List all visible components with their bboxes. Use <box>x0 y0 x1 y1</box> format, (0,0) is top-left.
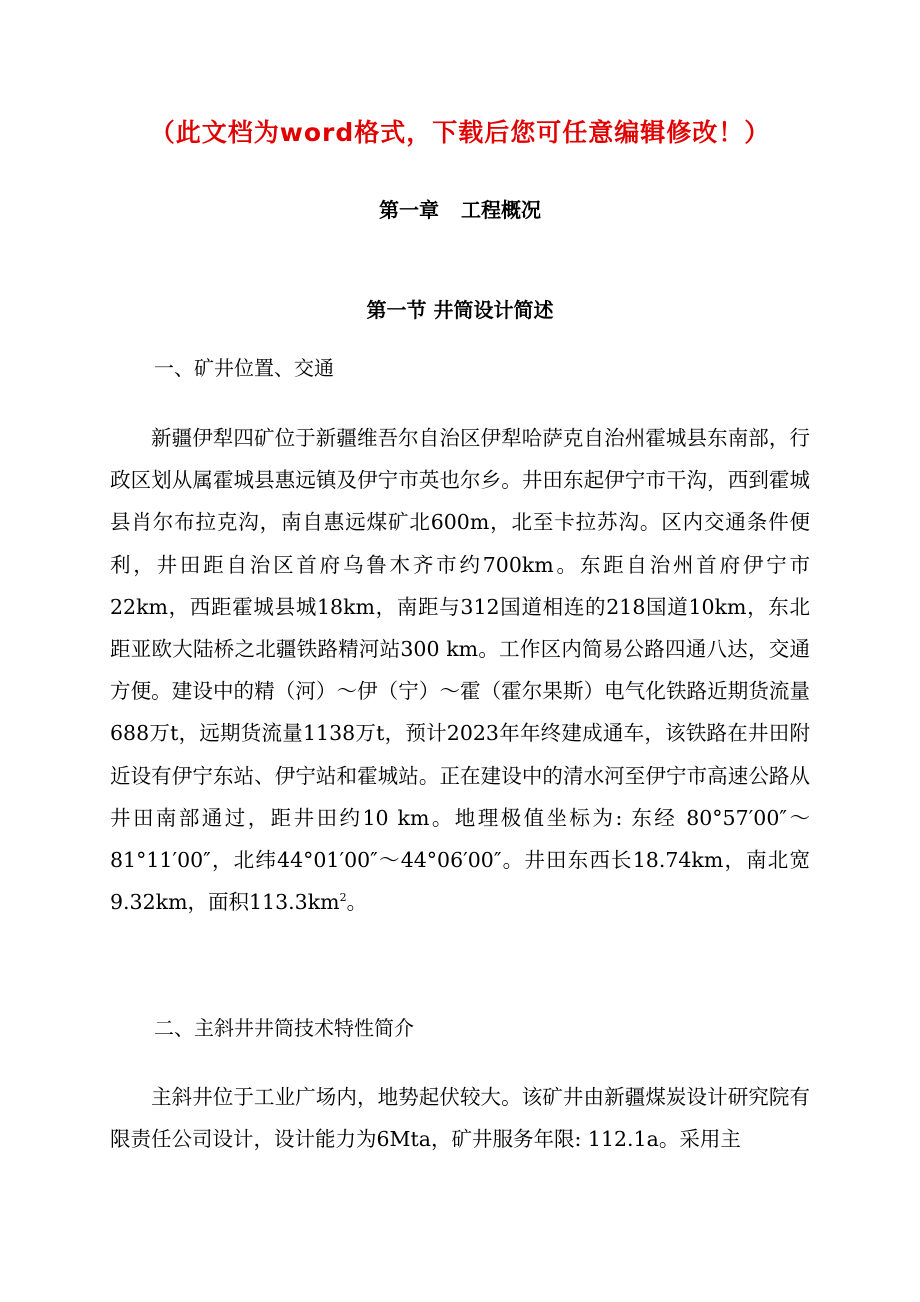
paragraph-shaft: 主斜井位于工业广场内，地势起伏较大。该矿井由新疆煤炭设计研究院有限责任公司设计，设计能力为6Mta，矿井服务年限: 112.1a。采用主 <box>110 1085 810 1152</box>
section-title: 第一节 井筒设计简述 <box>366 298 554 322</box>
chapter-title: 工程概况 <box>461 198 541 222</box>
heading-location-traffic: 一、矿井位置、交通 <box>154 356 334 380</box>
chapter-heading <box>0 194 920 223</box>
area-exponent: 2 <box>339 891 347 905</box>
paragraph-location <box>110 417 810 923</box>
heading-shaft-tech: 二、主斜井井筒技术特性简介 <box>154 1016 414 1040</box>
paragraph-location-text: 新疆伊犁四矿位于新疆维吾尔自治区伊犁哈萨克自治州霍城县东南部，行政区划从属霍城县惠远镇及伊宁市英也尔乡。井田东起伊宁市干沟，西到霍城县肖尔布拉克沟，南自惠远煤矿北600m，北至卡拉苏沟。区内交通条件便利，井田距自治区首府乌鲁木齐市约700km。东距自治州首府伊宁市22km，西距霍城县城18km，南距与312国道相连的218国道10km，东北距亚欧大陆桥之北疆铁路精河站300 km。工作区内简易公路四通八达，交通方便。建设中的精（河）～伊（宁）～霍（霍尔果斯）电气化铁路近期货流量688万t，远期货流量1138万t，预计2023年年终建成通车，该铁路在井田附近设有伊宁东站、伊宁站和霍城站。正在建设中的清水河至伊宁市高速公路从井田南部通过，距井田约10 km。地理极值坐标为: 东经 80°57′00″～81°11′00″，北纬44°01′00″～44°06′00″。井田东西长18.74km，南北宽9.32km，面积113.3km <box>110 426 810 915</box>
chapter-number: 第一章 <box>379 198 439 222</box>
editable-notice: （此文档为word格式，下载后您可任意编辑修改！） <box>149 118 771 147</box>
paragraph-location-end: 。 <box>346 890 368 915</box>
